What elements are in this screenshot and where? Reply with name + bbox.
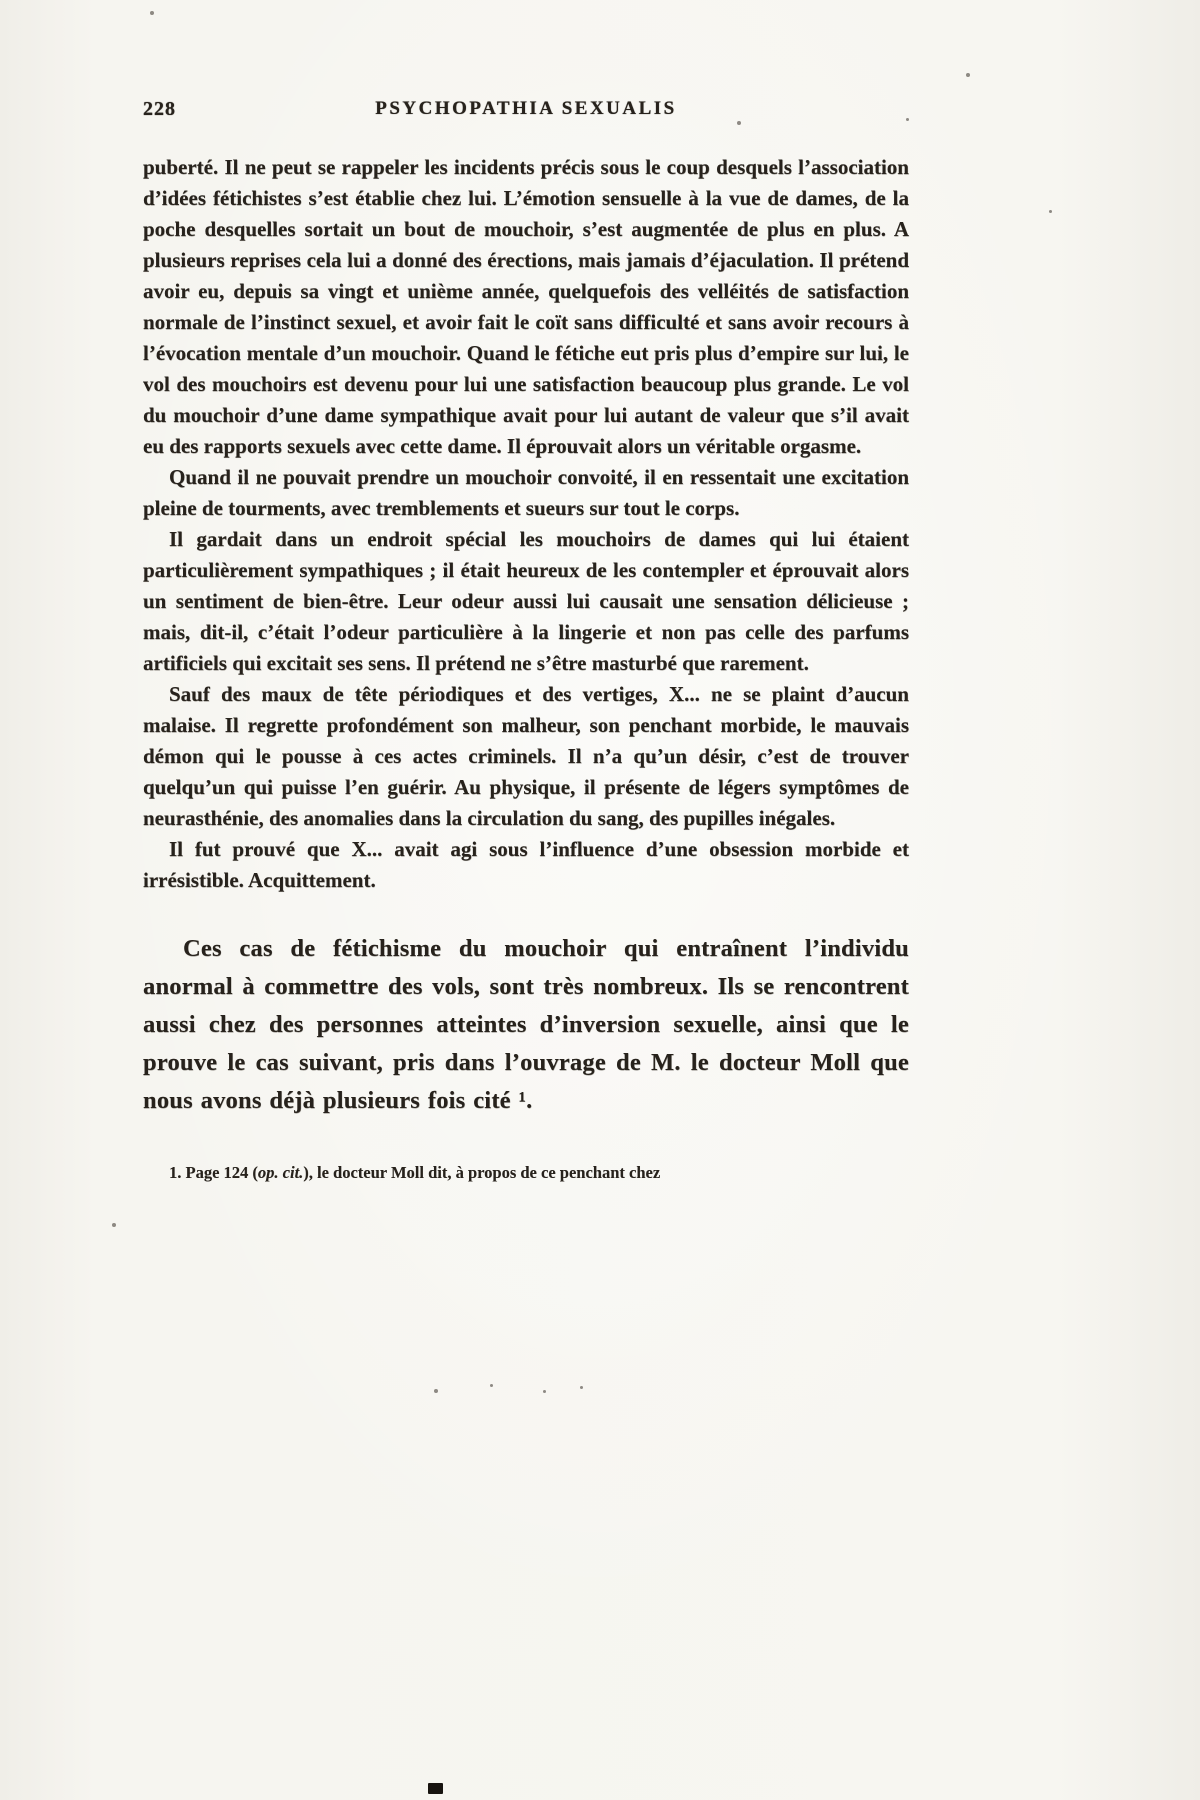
running-header-title: PSYCHOPATHIA SEXUALIS [375,98,677,119]
main-paragraph: Ces cas de fétichisme du mouchoir qui entraînent l’individu anormal à commettre des vols, sont très nombreux. Ils se rencontrent aussi chez des personnes atteintes d’inversion sexuelle, ainsi que le prouve le cas suivant, pris dans l’ouvrage de M. le docteur Moll que nous avons déjà plusieurs fois cité ¹. [143,935,909,1114]
case-observation-text [143,152,909,896]
case-paragraph: Sauf des maux de tête périodiques et des vertiges, X... ne se plaint d’aucun malaise. Il regrette profondément son malheur, son penchant morbide, le mauvais démon qui le pousse à ces actes criminels. Il n’a qu’un désir, c’est de trouver quelqu’un qui puisse l’en guérir. Au physique, il présente de légers symptômes de neurasthénie, des anomalies dans la circulation du sang, des pupilles inégales. [143,682,909,830]
main-text-section [143,930,909,1120]
scan-speck [112,1223,116,1227]
scan-speck [737,121,741,125]
page-number: 228 [143,98,176,120]
footnote-text-post: ), le docteur Moll dit, à propos de ce penchant chez [303,1163,661,1182]
case-paragraph-continuation: puberté. Il ne peut se rappeler les incidents précis sous le coup desquels l’association d’idées fétichistes s’est établie chez lui. L’émotion sensuelle à la vue de dames, de la poche desquelles sortait un bout de mouchoir, s’est augmentée de plus en plus. A plusieurs reprises cela lui a donné des érections, mais jamais d’éjaculation. Il prétend avoir eu, depuis sa vingt et unième année, quelquefois des velléités de satisfaction normale de l’instinct sexuel, et avoir fait le coït sans difficulté et sans avoir recours à l’évocation mentale d’un mouchoir. Quand le fétiche eut pris plus d’empire sur lui, le vol des mouchoirs est devenu pour lui une satisfaction beaucoup plus grande. Le vol du mouchoir d’une dame sympathique avait pour lui autant de valeur que s’il avait eu des rapports sexuels avec cette dame. Il éprouvait alors un véritable orgasme. [143,155,909,458]
running-head [143,98,909,128]
footnote [143,1162,909,1184]
case-paragraph: Il fut prouvé que X... avait agi sous l’influence d’une obsession morbide et irrésistible. Acquittement. [143,837,909,892]
scan-artifact-ink-mark [428,1783,443,1794]
footnote-text-pre: 1. Page 124 ( [169,1163,258,1182]
scan-speck [906,118,909,121]
scan-speck [150,11,154,15]
scan-speck [490,1384,493,1387]
scan-speck [966,73,970,77]
page-content [143,0,909,1184]
scan-speck [1049,210,1052,213]
case-paragraph: Quand il ne pouvait prendre un mouchoir convoité, il en ressentait une excitation pleine de tourments, avec tremblements et sueurs sur tout le corps. [143,465,909,520]
scan-speck [543,1390,546,1393]
scan-speck [580,1386,583,1389]
footnote-op-cit: op. cit. [257,1163,304,1182]
case-paragraph: Il gardait dans un endroit spécial les mouchoirs de dames qui lui étaient particulièrement sympathiques ; il était heureux de les contempler et éprouvait alors un sentiment de bien-être. Leur odeur aussi lui causait une sensation délicieuse ; mais, dit-il, c’était l’odeur particulière à la lingerie et non pas celle des parfums artificiels qui excitait ses sens. Il prétend ne s’être masturbé que rarement. [143,527,909,675]
scan-speck [434,1389,438,1393]
